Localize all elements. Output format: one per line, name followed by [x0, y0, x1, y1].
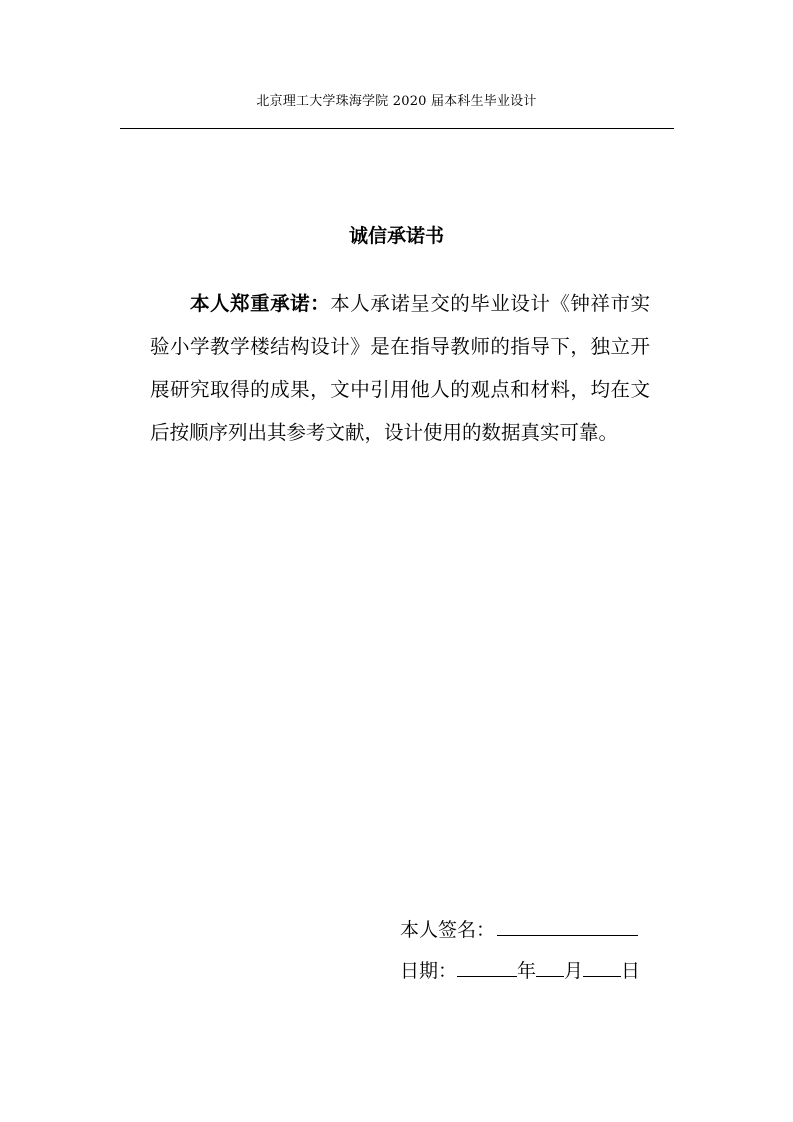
signature-row: [400, 913, 638, 944]
document-title: 诚信承诺书: [348, 225, 444, 247]
month-blank: [536, 954, 564, 977]
pledge-paragraph: [150, 282, 650, 454]
day-blank: [583, 954, 621, 977]
signature-blank: [497, 913, 638, 936]
date-label: 日期：: [400, 960, 458, 982]
page-header: 北京理工大学珠海学院 2020 届本科生毕业设计: [256, 94, 537, 109]
pledge-lead: 本人郑重承诺：: [190, 292, 331, 315]
pledge-text: 本人承诺呈交的毕业设计《钟祥市实验小学教学楼结构设计》是在指导教师的指导下，独立开展研究取得的成果，文中引用他人的观点和材料，均在文后按顺序列出其参考文献，设计使用的数据真实可靠。: [150, 292, 650, 444]
year-label: 年: [517, 960, 537, 982]
month-label: 月: [564, 960, 584, 982]
date-row: [400, 954, 640, 985]
year-blank: [457, 954, 517, 977]
signature-label: 本人签名：: [400, 919, 496, 941]
header-divider: [120, 128, 674, 129]
day-label: 日: [621, 960, 641, 982]
